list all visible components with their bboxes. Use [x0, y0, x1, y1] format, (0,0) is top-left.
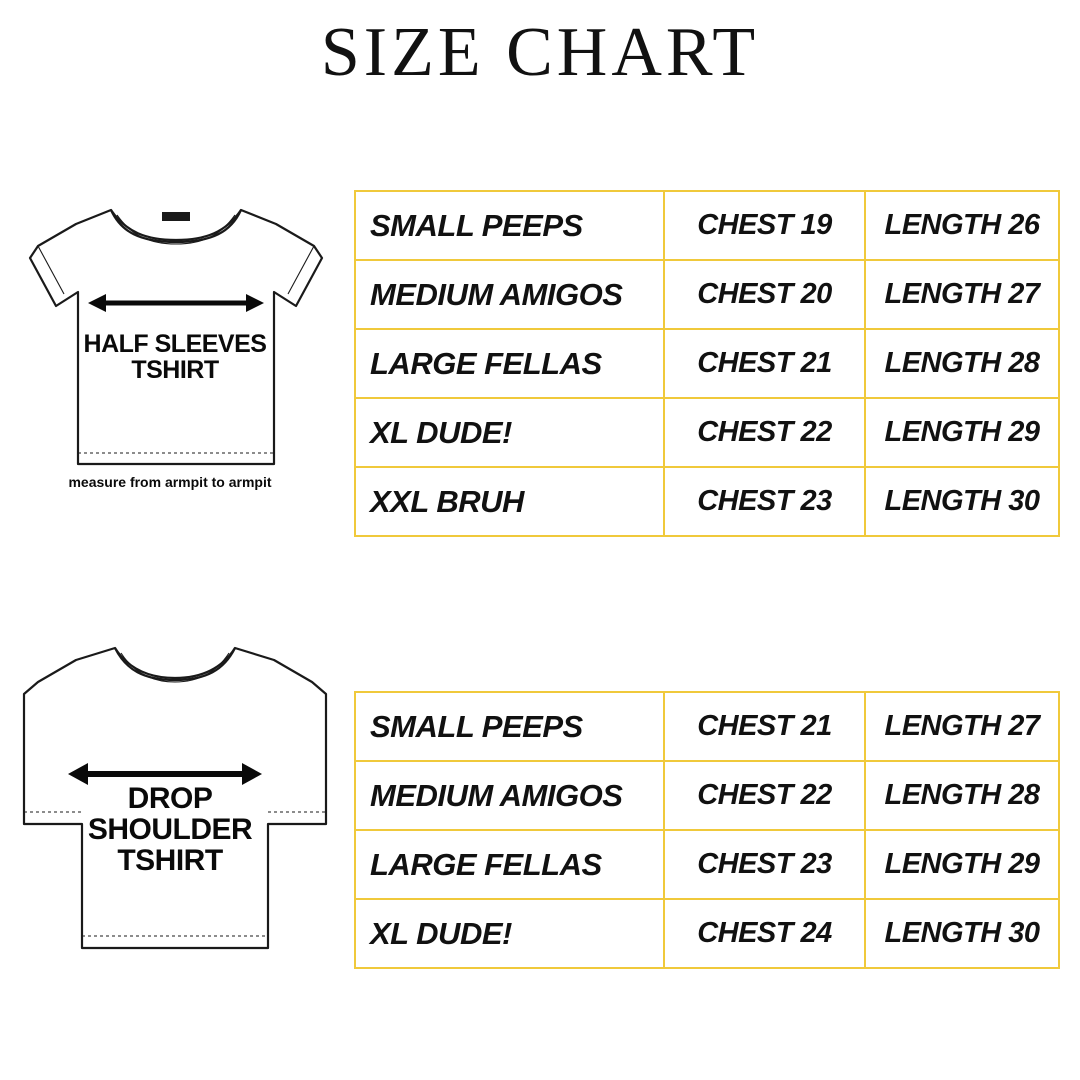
size-label: XXL BRUH [355, 467, 664, 536]
chest-value: CHEST 22 [664, 761, 865, 830]
chest-value: CHEST 23 [664, 467, 865, 536]
length-value: LENGTH 27 [865, 692, 1059, 761]
drop-shoulder-caption [50, 784, 290, 877]
half-sleeves-size-table [354, 190, 1060, 537]
size-label: LARGE FELLAS [355, 329, 664, 398]
drop-shoulder-caption-line3: TSHIRT [117, 843, 223, 877]
drop-shoulder-caption-line2: SHOULDER [87, 812, 253, 846]
table-row [355, 899, 1059, 968]
drop-shoulder-caption-line1: DROP [127, 782, 213, 815]
length-value: LENGTH 26 [865, 191, 1059, 260]
chest-value: CHEST 20 [664, 260, 865, 329]
table-row [355, 830, 1059, 899]
table-row [355, 191, 1059, 260]
table-row [355, 467, 1059, 536]
length-value: LENGTH 27 [865, 260, 1059, 329]
table-row [355, 692, 1059, 761]
chest-value: CHEST 23 [664, 830, 865, 899]
length-value: LENGTH 30 [865, 899, 1059, 968]
length-value: LENGTH 29 [865, 398, 1059, 467]
chest-value: CHEST 19 [664, 191, 865, 260]
half-sleeves-caption-line2: TSHIRT [131, 355, 219, 384]
size-label: MEDIUM AMIGOS [355, 761, 664, 830]
size-label: LARGE FELLAS [355, 830, 664, 899]
size-label: SMALL PEEPS [355, 692, 664, 761]
size-label: XL DUDE! [355, 899, 664, 968]
length-value: LENGTH 28 [865, 329, 1059, 398]
table-row [355, 761, 1059, 830]
chest-value: CHEST 22 [664, 398, 865, 467]
chest-value: CHEST 24 [664, 899, 865, 968]
table-row [355, 329, 1059, 398]
page-title: SIZE CHART [320, 14, 760, 91]
length-value: LENGTH 28 [865, 761, 1059, 830]
measure-note: measure from armpit to armpit [68, 474, 272, 490]
table-row [355, 398, 1059, 467]
chest-value: CHEST 21 [664, 329, 865, 398]
drop-shoulder-size-table [354, 691, 1060, 969]
length-value: LENGTH 30 [865, 467, 1059, 536]
chest-value: CHEST 21 [664, 692, 865, 761]
table-row [355, 260, 1059, 329]
size-label: SMALL PEEPS [355, 191, 664, 260]
size-label: XL DUDE! [355, 398, 664, 467]
length-value: LENGTH 29 [865, 830, 1059, 899]
half-sleeves-caption-line1: HALF SLEEVES [83, 330, 267, 358]
size-label: MEDIUM AMIGOS [355, 260, 664, 329]
half-sleeves-caption [60, 332, 290, 384]
